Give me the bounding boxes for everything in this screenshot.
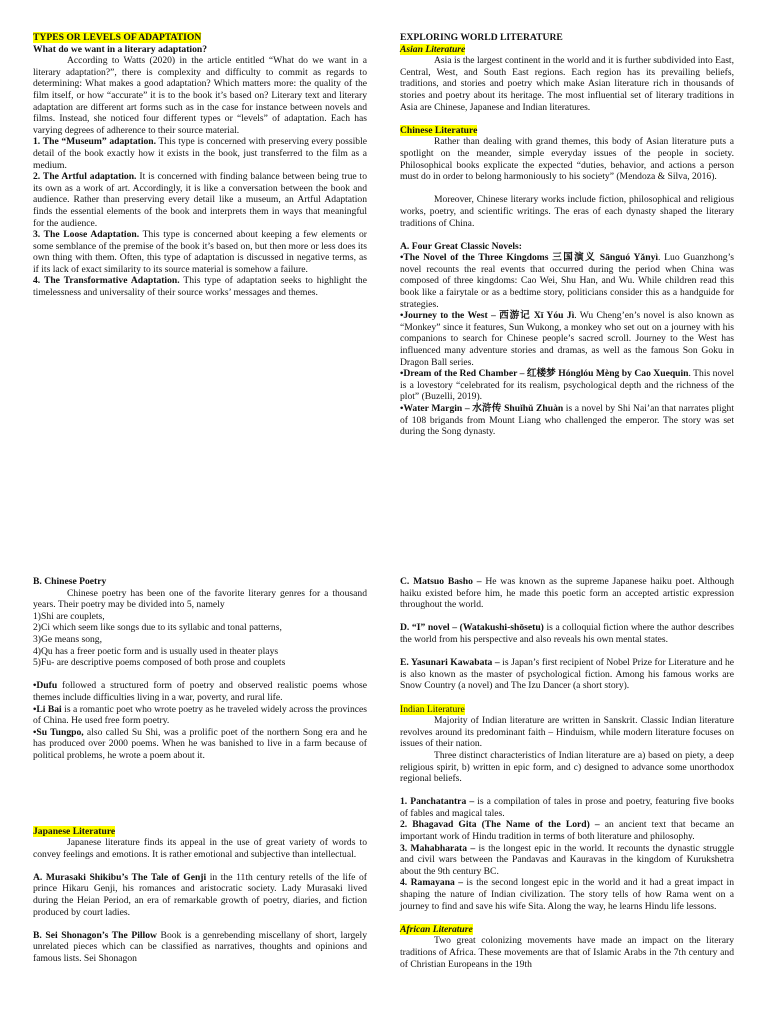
novel-item: • Water Margin – 水浒传 Shuǐhǔ Zhuàn is a novel by Shi Nai’an that narrates plight of 108 brigands from Mount Liang who challenged the emperor. The story was set during the Song dynasty. [400, 403, 734, 438]
poet-item: • Su Tungpo, also called Su Shi, was a prolific poet of the northern Song era and he has produced over 2000 poems. When he was banished to live in a farm because of political problems, he wrote a poem about it. [33, 727, 367, 762]
adaptation-question: What do we want in a literary adaptation? [33, 43, 208, 55]
adaptation-item: 1. The “Museum” adaptation. This type is concerned with preserving every possible detail of the book exactly how it exists in the book, just transferred to the film as a medium. [33, 136, 367, 171]
poetry-type: 1)Shi are couplets, [33, 610, 105, 622]
japanese-literature-heading: Japanese Literature [33, 825, 116, 837]
indian-work-item: 2. Bhagavad Gita (The Name of the Lord) – an ancient text that became an important work of Hindu tradition in terms of both literature and philosophy. [400, 819, 735, 843]
adaptation-title: TYPES OR LEVELS OF ADAPTATION [33, 32, 202, 43]
african-literature-heading: African Literature [400, 923, 473, 935]
adaptation-item: 2. The Artful adaptation. It is concerned with finding balance between being true to its own as a work of art. Accordingly, it is like a conversation between the book and audience. Rather than preserving every detail like a museum, an Artful Adaptation finds the essential elements of the book and interprets them in ways that meaningful for the audience. [33, 171, 368, 229]
column-japanese-indian-african [400, 576, 734, 970]
poetry-type: 5)Fu- are descriptive poems composed of both prose and couplets [33, 657, 286, 669]
asian-literature-heading: Asian Literature [400, 43, 466, 55]
poetry-type: 2)Ci which seem like songs due to its syllabic and tonal patterns, [33, 622, 282, 634]
novel-item: • The Novel of the Three Kingdoms 三国演义 Sānguó Yǎnyì. Luo Guanzhong’s novel recounts the real events that occurred during the period when China was composed of three kingdoms: Cao Wei, Shu Han, and Wu. While children read this book like a fairytale or as a bedtime story, politicians consider this as a handguide for strategies. [400, 252, 734, 310]
adaptation-item: 3. The Loose Adaptation. This type is concerned about keeping a few elements or some semblance of the premise of the book it’s based on, but then more or less does its own thing with them. Often, this type of adaptation is discussed in negative terms, as if its lack of exact similarity to its source material is somehow a failure. [33, 229, 367, 275]
matsuo-basho: C. Matsuo Basho – He was known as the supreme Japanese haiku poet. Although haiku existed before him, he made this poetic form an accepted artistic expression throughout the world. [400, 576, 734, 611]
i-novel: D. “I” novel – (Watakushi-shōsetu) is a colloquial fiction where the author describes the world from his perspective and also reveals his own mental states. [400, 622, 734, 645]
chinese-literature-text: Rather than dealing with grand themes, this body of Asian literature puts a spotlight on the meander, simple everyday issues of the people in society. Philosophical books explicate the expected “duties, behavior, and actions a person must do in order to belong harmoniously to his society” (Mendoza & Silva, 2016). [400, 136, 734, 183]
world-literature-title: EXPLORING WORLD LITERATURE [400, 32, 563, 43]
chinese-literature-text-2: Moreover, Chinese literary works include fiction, philosophical and religious works, poetry, and scientific writings. The eras of each dynasty shaped the literary traditions of China. [400, 194, 734, 229]
novel-item: • Dream of the Red Chamber – 红楼梦 Hónglóu Mèng by Cao Xuequin. This novel is a lovestory “celebrated for its realism, psychological depth and the richness of the plot” (Buzelli, 2019). [400, 368, 734, 403]
indian-literature-text-2: Three distinct characteristics of Indian literature are a) based on piety, a deep religious spirit, b) written in epic form, and c) designed to advance some unorthodox regional beliefs. [400, 749, 734, 785]
indian-work-item: 4. Ramayana – is the second longest epic in the world and it had a great impact in shaping the nature of Indian civilization. The story tells of how Rama went on a journey to find and save his wife Sita. Along the way, he learns Hindu life lessons. [400, 877, 735, 912]
adaptation-intro: According to Watts (2020) in the article entitled “What do we want in a literary adaptation?”, there is complexity and difficulty to commit as regards to determining: What makes a good adaptation? Which matters more: the quality of the film itself, or how “accurate” it is to the book it’s based on? Literary text and literary adaptation are different art forms such as in the case for instance between novels and films. Instead, she noticed four different types or “levels” of adaptation. Each has varying degrees of adherence to their source material. [33, 55, 367, 136]
poet-item: • Li Bai is a romantic poet who wrote poetry as he traveled widely across the provinces of China. He used free form poetry. [33, 704, 367, 727]
chinese-poetry-intro: Chinese poetry has been one of the favorite literary genres for a thousand years. Their poetry may be divided into 5, namely [33, 587, 367, 611]
classic-novels-heading: A. Four Great Classic Novels: [400, 240, 522, 252]
indian-literature-text: Majority of Indian literature are written in Sanskrit. Classic Indian literature revolves around its predominant faith – Hinduism, while modern literature focuses on issues of their nation. [400, 715, 734, 750]
column-poetry-japanese [33, 576, 367, 965]
adaptation-item: 4. The Transformative Adaptation. This type of adaptation seeks to highlight the timelessness and universality of their source works’ messages and themes. [33, 275, 367, 299]
tale-of-genji: A. Murasaki Shikibu’s The Tale of Genji in the 11th century retells of the life of prince Hikaru Genji, his romances and aristocratic society. Lady Murasaki lived during the Heian Period, an era of remarkable growth of poetry, diaries, and fiction produced by court ladies. [33, 871, 367, 918]
indian-literature-heading: Indian Literature [400, 703, 465, 715]
poetry-type: 4)Qu has a freer poetic form and is usually used in theater plays [33, 645, 279, 657]
indian-work-item: 1. Panchatantra – is a compilation of tales in prose and poetry, featuring five books of fables and magical tales. [400, 796, 735, 819]
japanese-literature-text: Japanese literature finds its appeal in the use of great variety of words to convey feelings and emotions. It is rather emotional and subjective than intellectual. [33, 837, 367, 860]
novel-item: • Journey to the West – 西游记 Xī Yóu Jì. Wu Cheng’en’s novel is also known as “Monkey” since it features, Sun Wukong, a monkey who set out on a journey with his companions to search for Chinese people’s sacred scroll. Journey to the West has influenced many adventure stories and dramas, as well as the famous Son Goku in Dragon Ball series. [400, 310, 734, 368]
poetry-type: 3)Ge means song, [33, 633, 103, 645]
chinese-literature-heading: Chinese Literature [400, 124, 478, 136]
african-literature-text: Two great colonizing movements have made an impact on the literary traditions of Africa. These movements are that of Islamic Arabs in the 7th century and of Christian Europeans in the 19th [400, 935, 734, 970]
pillow-book: B. Sei Shonagon’s The Pillow Book is a genrebending miscellany of short, largely unrelated pieces which can be classified as narratives, thoughts and opinions and famous lists. Sei Shonagon [33, 929, 367, 965]
column-world-literature [400, 32, 734, 438]
asian-literature-text: Asia is the largest continent in the world and it is further subdivided into East, Central, West, and South East regions. Each region has its prevailing beliefs, traditions, and stories and poetry which make Asian literature rich in thousands of stories and poetry about its heritage. The most influential set of literary traditions in Asia are Chinese, Japanese and Indian literatures. [400, 55, 734, 113]
poet-item: • Dufu followed a structured form of poetry and observed realistic poems whose themes include difficulties living in a war, poverty, and rural life. [33, 680, 367, 703]
column-adaptation [33, 32, 367, 299]
yasunari-kawabata: E. Yasunari Kawabata – is Japan’s first recipient of Nobel Prize for Literature and he is also known as the master of psychological fiction. Among his famous works are Snow Country (a novel) and The Izu Dancer (a short story). [400, 657, 734, 692]
indian-work-item: 3. Mahabharata – is the longest epic in the world. It recounts the dynastic struggle and civil wars between the Pandavas and Kauravas in the kingdom of Kurukshetra about the 9th century BC. [400, 842, 734, 877]
chinese-poetry-heading: B. Chinese Poetry [33, 576, 107, 587]
